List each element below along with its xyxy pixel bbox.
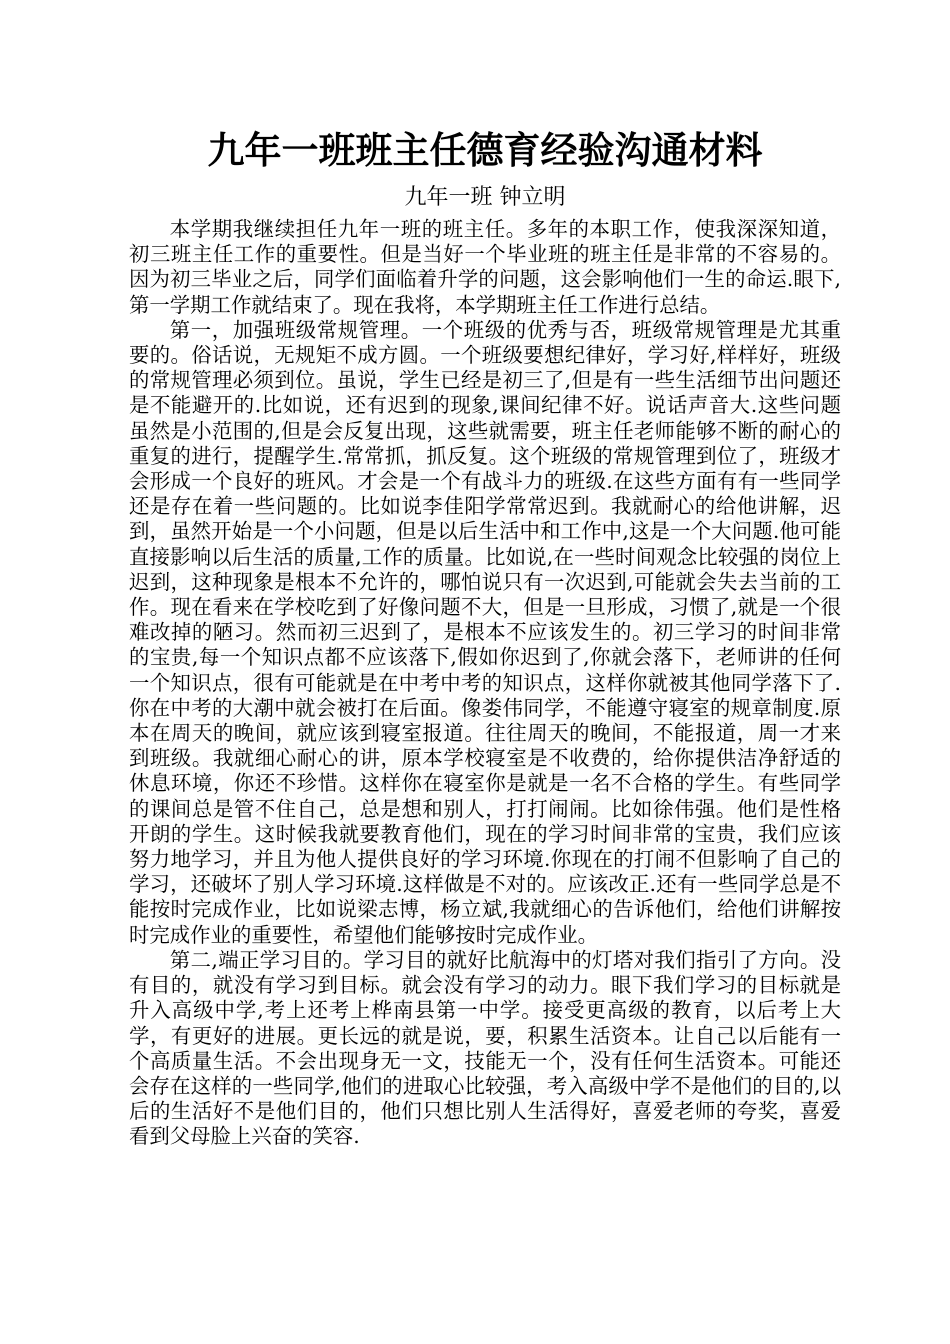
paragraph-first-point: 第一，加强班级常规管理。一个班级的优秀与否，班级常规管理是尤其重要的。俗话说，无规矩不成方圆。一个班级要想纪律好，学习好,样样好，班级的常规管理必须到位。虽说，学生已经是初三了,但是有一些生活细节出问题还是不能避开的.比如说，还有迟到的现象,课间纪律不好。说话声音大.这些问题虽然是小范围的,但是会反复出现，这些就需要，班主任老师能够不断的耐心的重复的进行，提醒学生.常常抓，抓反复。这个班级的常规管理到位了，班级才会形成一个良好的班风。才会是一个有战斗力的班级.在这些方面有有一些同学还是存在着一些问题的。比如说李佳阳学常常迟到。我就耐心的给他讲解，迟到，虽然开始是一个小问题，但是以后生活中和工作中,这是一个大问题.他可能直接影响以后生活的质量,工作的质量。比如说,在一些时间观念比较强的岗位上迟到，这种现象是根本不允许的，哪怕说只有一次迟到,可能就会失去当前的工作。现在看来在学校吃到了好像问题不大，但是一旦形成，习惯了,就是一个很难改掉的陋习。然而初三迟到了，是根本不应该发生的。初三学习的时间非常的宝贵,每一个知识点都不应该落下,假如你迟到了,你就会落下，老师讲的任何一个知识点，很有可能就是在中考中考的知识点，这样你就被其他同学落下了.你在中考的大潮中就会被打在后面。像娄伟同学，不能遵守寝室的规章制度.原本在周天的晚间，就应该到寝室报道。往往周天的晚间，不能报道，周一才来到班级。我就细心耐心的讲，原本学校寝室是不收费的，给你提供洁净舒适的休息环境，你还不珍惜。这样你在寝室你是就是一名不合格的学生。有些同学的课间总是管不住自己，总是想和别人，打打闹闹。比如徐伟强。他们是性格开朗的学生。这时候我就要教育他们，现在的学习时间非常的宝贵，我们应该努力地学习，并且为他人提供良好的学习环境.你现在的打闹不但影响了自己的学习，还破坏了别人学习环境.这样做是不对的。应该改正.还有一些同学总是不能按时完成作业，比如说梁志博，杨立斌,我就细心的告诉他们，给他们讲解按时完成作业的重要性，希望他们能够按时完成作业。 <box>129 317 841 947</box>
document-body <box>129 217 841 1150</box>
paragraph-intro: 本学期我继续担任九年一班的班主任。多年的本职工作，使我深深知道，初三班主任工作的重要性。但是当好一个毕业班的班主任是非常的不容易的。因为初三毕业之后，同学们面临着升学的问题，这会影响他们一生的命运.眼下,第一学期工作就结束了。现在我将，本学期班主任工作进行总结。 <box>129 217 841 317</box>
document-title: 九年一班班主任德育经验沟通材料 <box>207 128 763 172</box>
document-author: 九年一班 钟立明 <box>404 185 566 210</box>
paragraph-second-point: 第二,端正学习目的。学习目的就好比航海中的灯塔对我们指引了方向。没有目的，就没有学习到目标。就会没有学习的动力。眼下我们学习的目标就是升入高级中学,考上还考上桦南县第一中学。接受更高级的教育，以后考上大学，有更好的进展。更长远的就是说，要，积累生活资本。让自己以后能有一个高质量生活。不会出现身无一文，技能无一个，没有任何生活资本。可能还会存在这样的一些同学,他们的进取心比较强，考入高级中学不是他们的目的,以后的生活好不是他们目的，他们只想比别人生活得好，喜爱老师的夸奖，喜爱看到父母脸上兴奋的笑容. <box>129 947 841 1149</box>
document-page <box>129 0 841 1150</box>
